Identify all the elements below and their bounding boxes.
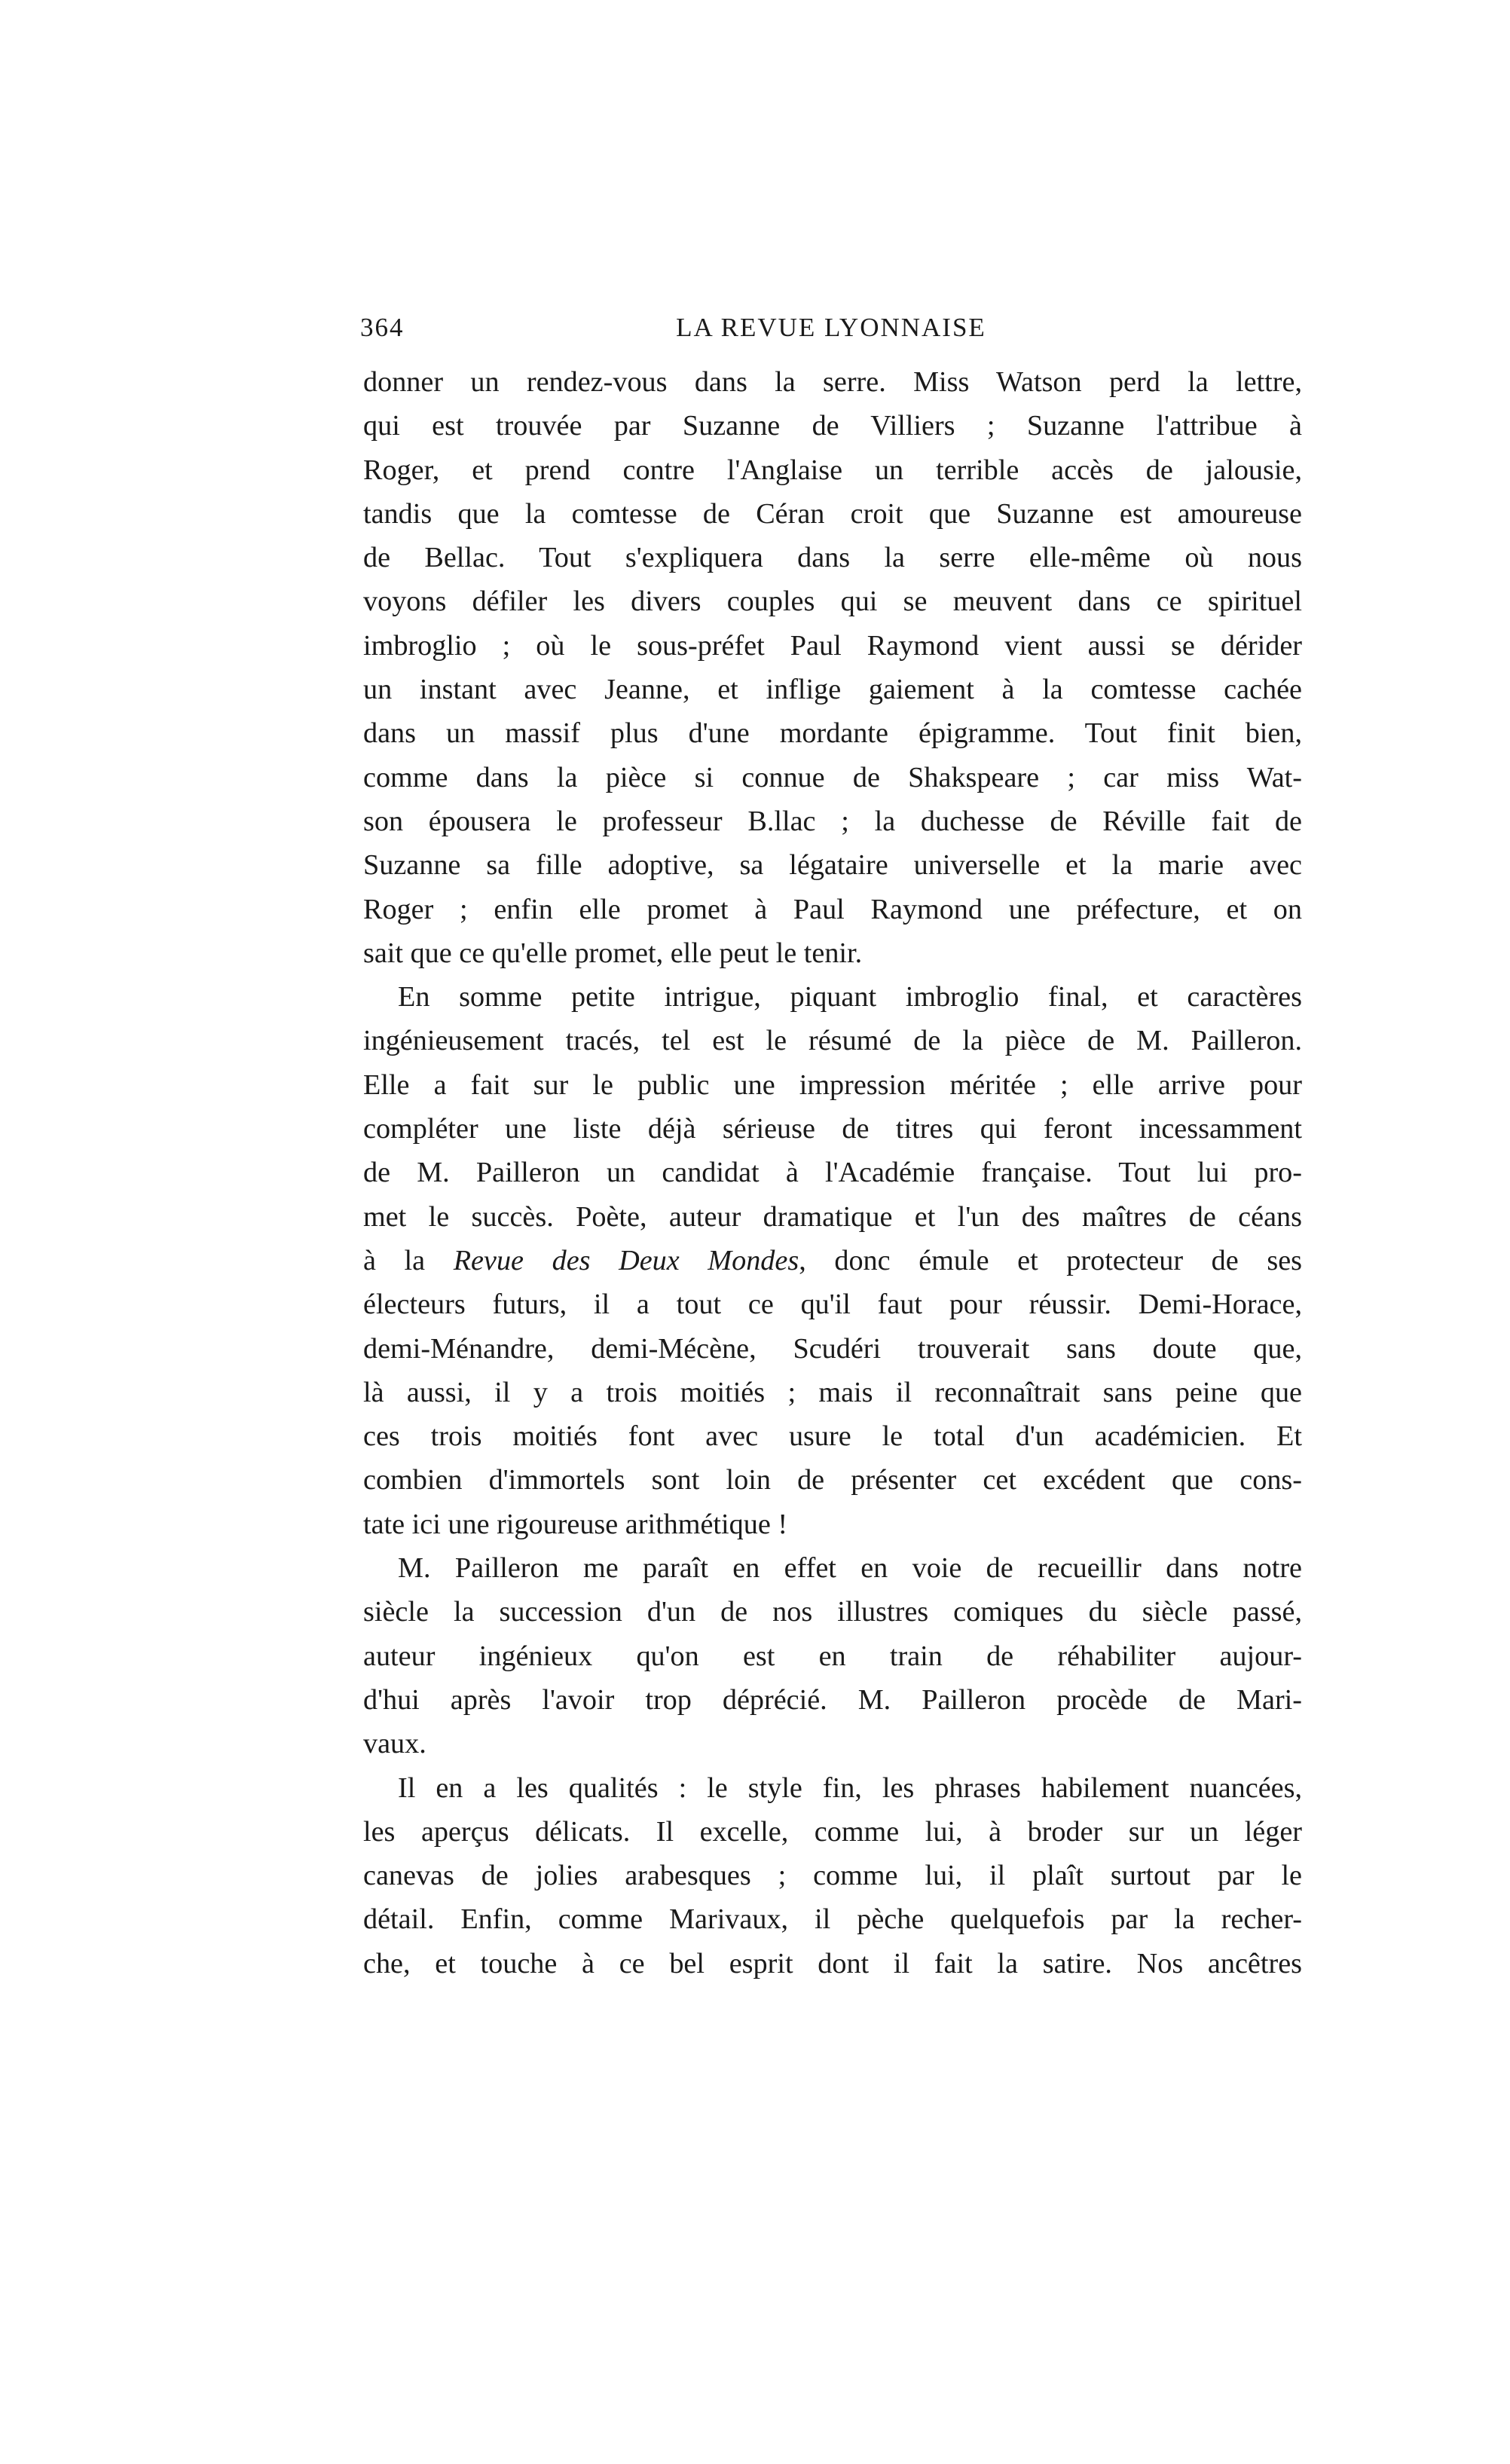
- text-line: de Bellac. Tout s'expliquera dans la serre elle-même où nous: [363, 542, 1302, 574]
- text-line: Roger, et prend contre l'Anglaise un terrible accès de jalousie,: [363, 454, 1302, 486]
- body-text: [363, 360, 1302, 1986]
- text-line: les aperçus délicats. Il excelle, comme lui, à broder sur un léger: [363, 1815, 1302, 1848]
- text-line: ces trois moitiés font avec usure le total d'un académicien. Et: [363, 1420, 1302, 1453]
- text-line: demi-Ménandre, demi-Mécène, Scudéri trouverait sans doute que,: [363, 1332, 1302, 1365]
- text-line: dans un massif plus d'une mordante épigramme. Tout finit bien,: [363, 717, 1302, 750]
- text-segment: , donc émule et protecteur de ses: [799, 1244, 1303, 1276]
- text-line: tate ici une rigoureuse arithmétique !: [363, 1508, 788, 1540]
- text-line: là aussi, il y a trois moitiés ; mais il reconnaîtrait sans peine que: [363, 1376, 1302, 1408]
- text-line: tandis que la comtesse de Céran croit que Suzanne est amoureuse: [363, 497, 1302, 530]
- text-line: combien d'immortels sont loin de présenter cet excédent que cons-: [363, 1464, 1302, 1496]
- text-line: [363, 1239, 1302, 1282]
- text-line: détail. Enfin, comme Marivaux, il pèche quelquefois par la recher-: [363, 1903, 1302, 1936]
- text-line: Elle a fait sur le public une impression méritée ; elle arrive pour: [363, 1068, 1302, 1101]
- text-line: comme dans la pièce si connue de Shakspeare ; car miss Wat-: [363, 761, 1302, 793]
- running-head: [360, 313, 1302, 349]
- text-line: Il en a les qualités : le style fin, les phrases habilement nuancées,: [398, 1772, 1302, 1804]
- text-segment: à la: [363, 1244, 454, 1276]
- text-line: compléter une liste déjà sérieuse de titres qui feront incessamment: [363, 1113, 1302, 1145]
- text-line: canevas de jolies arabesques ; comme lui, il plaît surtout par le: [363, 1860, 1302, 1892]
- text-line: Suzanne sa fille adoptive, sa légataire universelle et la marie avec: [363, 849, 1302, 882]
- text-line: voyons défiler les divers couples qui se meuvent dans ce spirituel: [363, 585, 1302, 618]
- text-line: de M. Pailleron un candidat à l'Académie française. Tout lui pro-: [363, 1157, 1302, 1189]
- text-line: auteur ingénieux qu'on est en train de réhabiliter aujour-: [363, 1640, 1302, 1672]
- text-line: siècle la succession d'un de nos illustres comiques du siècle passé,: [363, 1596, 1302, 1628]
- text-line: ingénieusement tracés, tel est le résumé de la pièce de M. Pailleron.: [363, 1025, 1302, 1057]
- text-line: vaux.: [363, 1728, 426, 1760]
- text-line: imbroglio ; où le sous-préfet Paul Raymond vient aussi se dérider: [363, 629, 1302, 662]
- page-number: 364: [360, 313, 405, 342]
- text-line: Roger ; enfin elle promet à Paul Raymond une préfecture, et on: [363, 893, 1302, 925]
- text-line: En somme petite intrigue, piquant imbroglio final, et caractères: [398, 981, 1302, 1013]
- text-line: d'hui après l'avoir trop déprécié. M. Pailleron procède de Mari-: [363, 1683, 1302, 1716]
- text-line: son épousera le professeur B.llac ; la duchesse de Réville fait de: [363, 805, 1302, 837]
- text-line: donner un rendez-vous dans la serre. Miss Watson perd la lettre,: [363, 366, 1302, 398]
- text-line: M. Pailleron me paraît en effet en voie de recueillir dans notre: [398, 1552, 1302, 1585]
- journal-title: LA REVUE LYONNAISE: [676, 313, 986, 342]
- text-line: un instant avec Jeanne, et inflige gaiement à la comtesse cachée: [363, 674, 1302, 706]
- text-line: électeurs futurs, il a tout ce qu'il faut pour réussir. Demi-Horace,: [363, 1289, 1302, 1321]
- text-line: qui est trouvée par Suzanne de Villiers ; Suzanne l'attribue à: [363, 410, 1302, 442]
- journal-name-italic: Revue des Deux Mondes: [453, 1244, 799, 1276]
- text-line: che, et touche à ce bel esprit dont il fait la satire. Nos ancêtres: [363, 1947, 1302, 1979]
- text-line: met le succès. Poète, auteur dramatique et l'un des maîtres de céans: [363, 1200, 1302, 1233]
- text-line: sait que ce qu'elle promet, elle peut le tenir.: [363, 937, 863, 969]
